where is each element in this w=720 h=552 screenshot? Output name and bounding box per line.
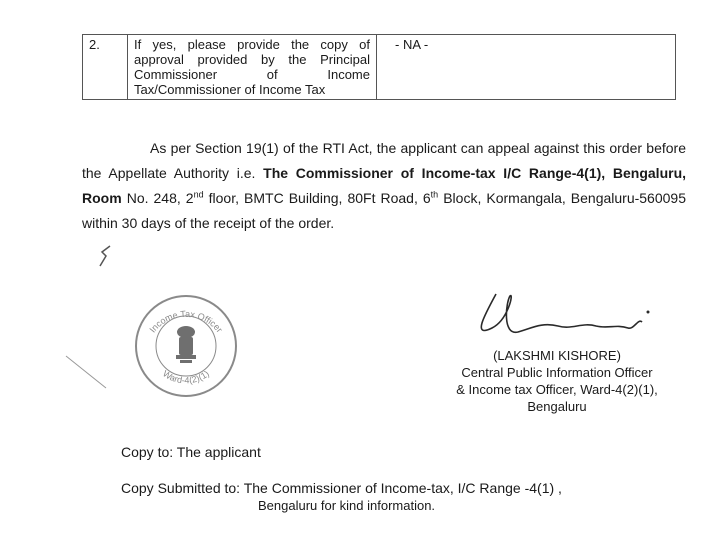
signature xyxy=(462,288,662,350)
signatory-city: Bengaluru xyxy=(527,399,587,414)
appellate-authority: The Commissioner of Income-tax I/C Range-4(1), Bengaluru, Room xyxy=(82,165,687,206)
signatory-designation-2: & Income tax Officer, Ward-4(2)(1), xyxy=(456,382,658,397)
appeal-text-start: As per Section 19(1) of the RTI Act, the applicant can appeal against this order before the Appellate Authority i.e. xyxy=(82,140,686,181)
official-seal xyxy=(127,292,245,400)
row-question: If yes, please provide the copy of approval provided by the Principal Commissioner of Income Tax/Commissioner of Income Tax xyxy=(128,35,377,100)
appeal-text-end: Block, Kormangala, Bengaluru-560095 within 30 days of the receipt of the order. xyxy=(82,190,686,231)
signatory-block xyxy=(432,347,682,415)
copy-submitted: Copy Submitted to: The Commissioner of Income-tax, I/C Range -4(1) , xyxy=(121,480,562,496)
seal-text-bottom: Ward-4(2)(1) xyxy=(161,368,211,386)
appeal-text-mid1: No. 248, 2 xyxy=(121,190,194,206)
emblem-icon xyxy=(176,326,196,363)
block-superscript: th xyxy=(430,189,439,200)
seal-text-top: Income Tax Officer xyxy=(147,308,225,335)
row-number: 2. xyxy=(83,35,128,100)
signatory-designation-1: Central Public Information Officer xyxy=(461,365,653,380)
table-row xyxy=(83,35,676,100)
copy-submitted-cont: Bengaluru for kind information. xyxy=(258,498,436,513)
appeal-text-mid2: floor, BMTC Building, 80Ft Road, 6 xyxy=(203,190,431,206)
row-answer: - NA - xyxy=(377,35,676,100)
appeal-paragraph xyxy=(82,136,686,236)
floor-superscript: nd xyxy=(193,189,204,200)
svg-text:Ward-4(2)(1) xyxy=(161,368,211,385)
signatory-name: (LAKSHMI KISHORE) xyxy=(493,348,621,363)
info-table xyxy=(82,34,676,100)
pen-mark xyxy=(96,244,120,270)
pen-scratch xyxy=(62,352,112,392)
copy-to: Copy to: The applicant xyxy=(121,444,261,460)
